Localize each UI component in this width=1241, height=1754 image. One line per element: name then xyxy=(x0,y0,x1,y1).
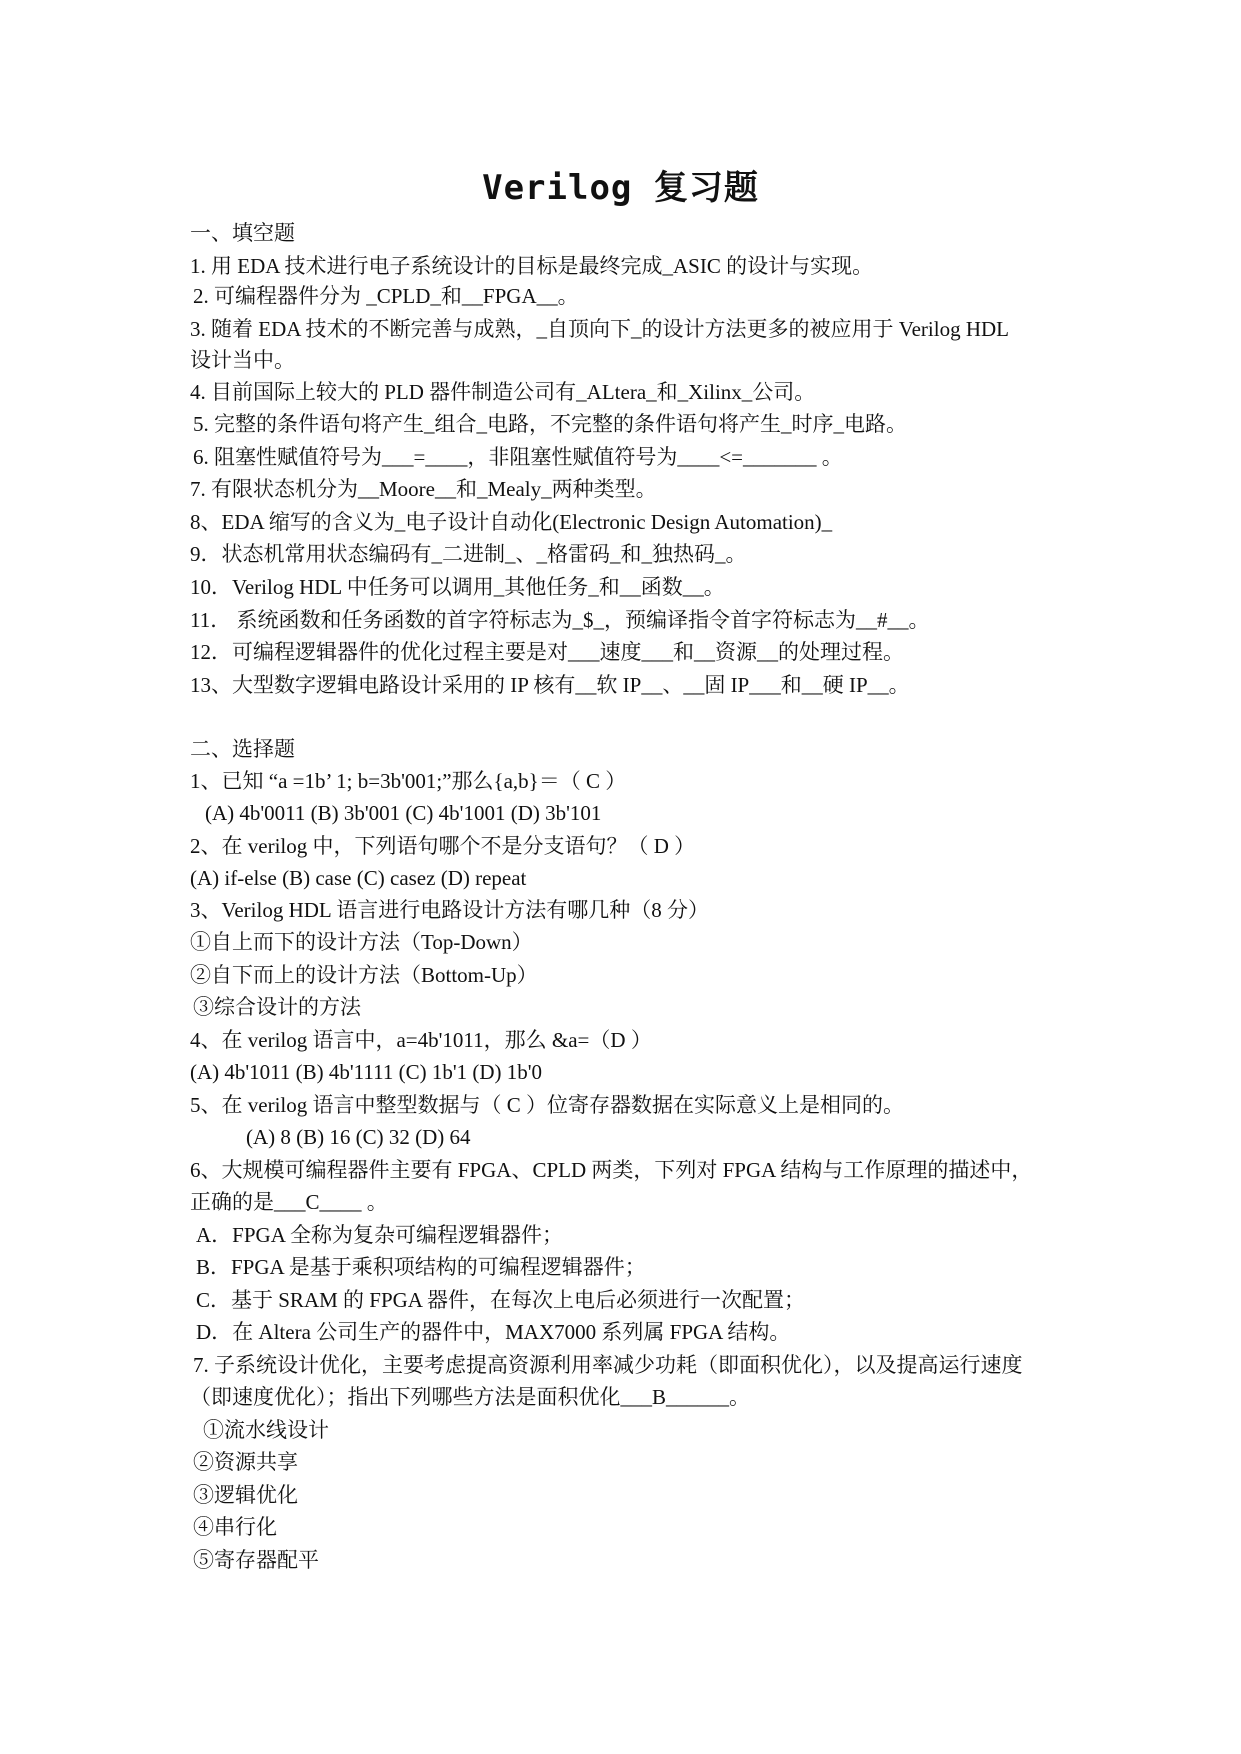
fill-in-question-4: 4. 目前国际上较大的 PLD 器件制造公司有_ALtera_和_Xilinx_公司。 xyxy=(190,380,816,404)
page-title: Verilog 复习题 xyxy=(482,168,759,208)
fill-in-question-3: 3. 随着 EDA 技术的不断完善与成熟，_自顶向下_的设计方法更多的被应用于 Verilog HDL xyxy=(190,317,1009,341)
choice-question-7-item-2: ②资源共享 xyxy=(193,1450,298,1474)
choice-question-7-item-3: ③逻辑优化 xyxy=(193,1483,298,1507)
section-heading-choice: 二、选择题 xyxy=(190,737,295,761)
fill-in-question-2: 2. 可编程器件分为 _CPLD_和__FPGA__。 xyxy=(193,284,579,308)
fill-in-question-13: 13、大型数字逻辑电路设计采用的 IP 核有__软 IP__、__固 IP___和__硬 IP__。 xyxy=(190,673,910,697)
fill-in-question-10: 10．Verilog HDL 中任务可以调用_其他任务_和__函数__。 xyxy=(190,575,725,599)
fill-in-question-7: 7. 有限状态机分为__Moore__和_Mealy_两种类型。 xyxy=(190,477,657,501)
choice-question-7-item-4: ④串行化 xyxy=(193,1515,277,1539)
choice-question-6-option-b: B．FPGA 是基于乘积项结构的可编程逻辑器件； xyxy=(196,1255,646,1279)
choice-question-3-item-a: ①自上而下的设计方法（Top-Down） xyxy=(190,930,533,954)
choice-question-3-item-b: ②自下而上的设计方法（Bottom-Up） xyxy=(190,963,538,987)
choice-question-1: 1、已知 “a =1b’ 1; b=3b'001;”那么{a,b}＝（ C ） xyxy=(190,769,627,793)
choice-question-5-options: (A) 8 (B) 16 (C) 32 (D) 64 xyxy=(246,1125,471,1149)
choice-question-7-cont: （即速度优化）；指出下列哪些方法是面积优化___B______。 xyxy=(190,1385,751,1409)
choice-question-4: 4、在 verilog 语言中，a=4b'1011，那么 &a=（D ） xyxy=(190,1028,652,1052)
choice-question-7-item-1: ①流水线设计 xyxy=(203,1418,329,1442)
choice-question-6-option-a: A．FPGA 全称为复杂可编程逻辑器件； xyxy=(196,1223,563,1247)
choice-question-6-cont: 正确的是___C____ 。 xyxy=(190,1190,388,1214)
choice-question-7: 7. 子系统设计优化，主要考虑提高资源利用率减少功耗（即面积优化），以及提高运行速度 xyxy=(193,1353,1023,1377)
choice-question-3-item-c: ③综合设计的方法 xyxy=(193,995,361,1019)
section-heading-fill-in: 一、填空题 xyxy=(190,221,295,245)
choice-question-1-options: (A) 4b'0011 (B) 3b'001 (C) 4b'1001 (D) 3b'101 xyxy=(205,801,602,825)
choice-question-6: 6、大规模可编程器件主要有 FPGA、CPLD 两类，下列对 FPGA 结构与工作原理的描述中， xyxy=(190,1158,1033,1182)
choice-question-5: 5、在 verilog 语言中整型数据与（ C ）位寄存器数据在实际意义上是相同的。 xyxy=(190,1093,904,1117)
fill-in-question-6: 6. 阻塞性赋值符号为___=____，非阻塞性赋值符号为____<=_______ 。 xyxy=(193,445,843,469)
choice-question-3: 3、Verilog HDL 语言进行电路设计方法有哪几种（8 分） xyxy=(190,898,709,922)
fill-in-question-12: 12．可编程逻辑器件的优化过程主要是对___速度___和__资源__的处理过程。 xyxy=(190,640,904,664)
fill-in-question-3-cont: 设计当中。 xyxy=(190,348,295,372)
choice-question-6-option-c: C．基于 SRAM 的 FPGA 器件，在每次上电后必须进行一次配置； xyxy=(196,1288,806,1312)
choice-question-7-item-5: ⑤寄存器配平 xyxy=(193,1548,319,1572)
fill-in-question-5: 5. 完整的条件语句将产生_组合_电路，不完整的条件语句将产生_时序_电路。 xyxy=(193,412,907,436)
fill-in-question-11: 11． 系统函数和任务函数的首字符标志为_$_，预编译指令首字符标志为__#__。 xyxy=(190,608,930,632)
fill-in-question-8: 8、EDA 缩写的含义为_电子设计自动化(Electronic Design Automation)_ xyxy=(190,510,833,534)
choice-question-4-options: (A) 4b'1011 (B) 4b'1111 (C) 1b'1 (D) 1b'0 xyxy=(190,1060,543,1084)
fill-in-question-1: 1. 用 EDA 技术进行电子系统设计的目标是最终完成_ASIC 的设计与实现。 xyxy=(190,254,874,278)
choice-question-2: 2、在 verilog 中，下列语句哪个不是分支语句？（ D ） xyxy=(190,834,696,858)
fill-in-question-9: 9．状态机常用状态编码有_二进制_、_格雷码_和_独热码_。 xyxy=(190,542,747,566)
choice-question-2-options: (A) if-else (B) case (C) casez (D) repeat xyxy=(190,866,527,890)
choice-question-6-option-d: D．在 Altera 公司生产的器件中，MAX7000 系列属 FPGA 结构。 xyxy=(196,1320,791,1344)
